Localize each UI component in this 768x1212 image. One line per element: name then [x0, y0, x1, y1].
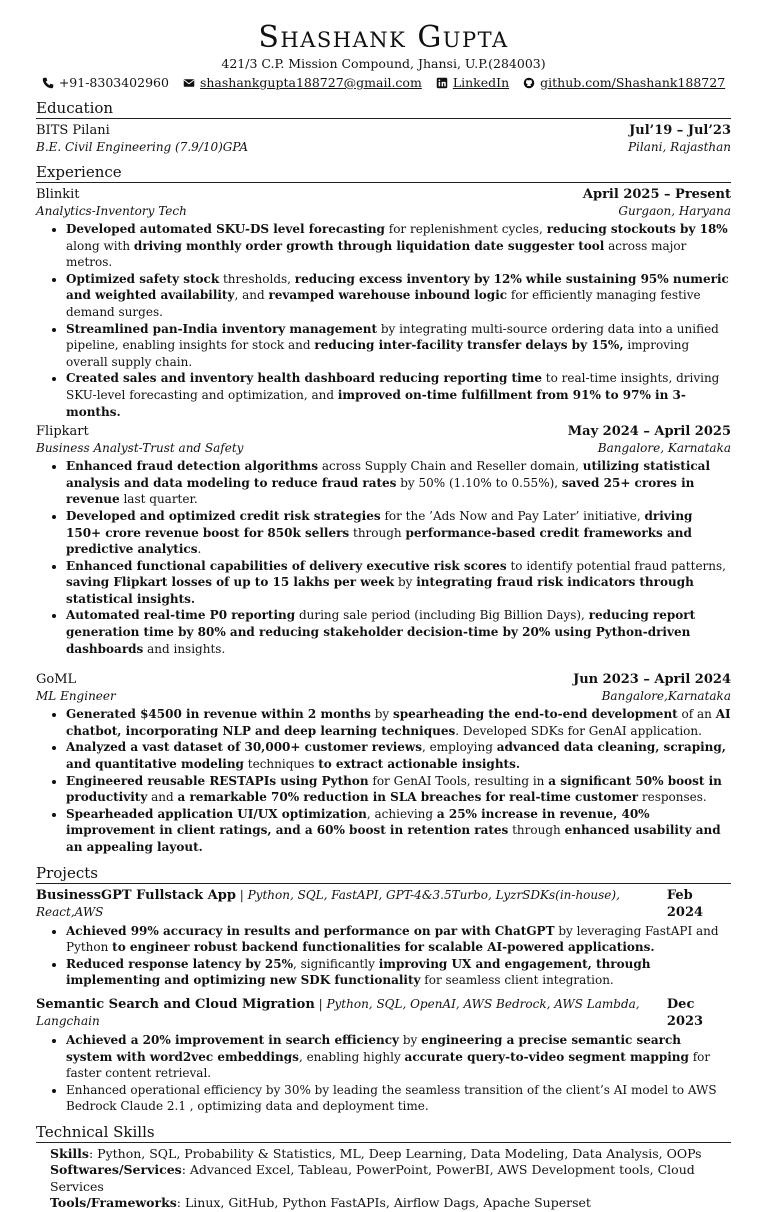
project-date: Dec 2023 [666, 996, 704, 1029]
address: 421/3 C.P. Mission Compound, Jhansi, U.P.(284003) [221, 56, 546, 71]
skills-block [36, 1146, 731, 1212]
github-link[interactable]: github.com/Shashank188727 [540, 75, 726, 90]
github-icon [523, 77, 535, 89]
project-stack: | Python, SQL, OpenAI, AWS Bedrock, AWS Lambda, Langchain [36, 996, 640, 1028]
email-contact[interactable] [183, 75, 422, 91]
linkedin-link[interactable]: LinkedIn [452, 75, 510, 90]
phone-contact[interactable] [42, 75, 169, 91]
bullet-list [36, 458, 731, 657]
skills-heading: Technical Skills [36, 1123, 731, 1143]
project-name: BusinessGPT Fullstack App [36, 887, 236, 903]
linkedin-icon [436, 77, 448, 89]
project-entry [36, 887, 731, 989]
skills-row [50, 1162, 731, 1195]
bullet-item: • Streamlined pan-India inventory management by integrating multi-source ordering data into a unified pipeline, enabling insights for stock and reducing inter-facility transfer delays by 15%, improving overall supply chain. [66, 321, 731, 371]
project-name: Semantic Search and Cloud Migration [36, 996, 315, 1012]
company-name: Flipkart [36, 424, 89, 440]
job-location: Gurgaon, Haryana [618, 204, 731, 218]
github-contact[interactable] [523, 75, 725, 91]
education-heading: Education [36, 99, 731, 119]
bullet-item: • Generated $4500 in revenue within 2 months by spearheading the end-to-end development of an AI chatbot, incorporating NLP and deep learning techniques. Developed SDKs for GenAI application. [66, 706, 731, 739]
bullet-item: • Enhanced functional capabilities of delivery executive risk scores to identify potential fraud patterns, saving Flipkart losses of up to 15 lakhs per week by integrating fraud risk indicators through statistical insights. [66, 558, 731, 608]
projects-heading: Projects [36, 864, 731, 884]
job-location: Bangalore,Karnataka [601, 689, 731, 704]
skills-label: Tools/Frameworks [50, 1195, 177, 1211]
bullet-list [36, 923, 731, 989]
bullet-item: • Reduced response latency by 25%, significantly improving UX and engagement, through implementing and optimizing new SDK functionality for seamless client integration. [66, 956, 731, 989]
email-link[interactable]: shashankgupta188727@gmail.com [199, 75, 422, 90]
job-entry [36, 423, 731, 657]
skills-value: : Python, SQL, Probability & Statistics, ML, Deep Learning, Data Modeling, Data Analysis, OOPs [88, 1145, 702, 1161]
project-entry [36, 996, 731, 1115]
bullet-list [36, 706, 731, 855]
job-dates: April 2025 – Present [582, 187, 731, 202]
company-name: GoML [36, 672, 77, 688]
bullet-list [36, 1032, 731, 1115]
contact-row [36, 75, 731, 91]
bullet-item: • Spearheaded application UI/UX optimization, achieving a 25% increase in revenue, 40% improvement in client ratings, and a 60% boost in retention rates through enhanced usability and an appealing layout. [66, 806, 731, 856]
company-name: Blinkit [36, 187, 80, 202]
bullet-item: • Optimized safety stock thresholds, reducing excess inventory by 12% while sustaining 95% numeric and weighted availability, and revamped warehouse inbound logic for efficiently managing festive demand surges. [66, 271, 731, 321]
resume-page [36, 20, 731, 1212]
skills-label: Softwares/Services [50, 1162, 182, 1178]
bullet-item: • Automated real-time P0 reporting during sale period (including Big Billion Days), reducing report generation time by 80% and reducing stakeholder decision-time by 20% using Python-driven dashboards and insights. [66, 607, 731, 657]
skills-row [50, 1146, 731, 1163]
job-entry [36, 671, 731, 855]
project-stack: | Python, SQL, FastAPI, GPT-4&3.5Turbo, LyzrSDKs(in-house), React,AWS [36, 887, 620, 919]
project-date: Feb 2024 [666, 887, 704, 920]
candidate-name: Shashank Gupta [258, 20, 509, 55]
experience-heading: Experience [36, 163, 731, 183]
education-entry [36, 122, 731, 155]
bullet-item: • Enhanced fraud detection algorithms across Supply Chain and Reseller domain, utilizing statistical analysis and data modeling to reduce fraud rates by 50% (1.10% to 0.55%), saved 25+ crores in revenue last quarter. [66, 458, 731, 508]
bullet-item: • Created sales and inventory health dashboard reducing reporting time to real-time insights, driving SKU-level forecasting and optimization, and improved on-time fulfillment from 91% to 97% in 3-months. [66, 370, 731, 420]
envelope-icon [183, 77, 195, 89]
skills-value: : Linux, GitHub, Python FastAPIs, Airflow Dags, Apache Superset [176, 1195, 591, 1211]
job-dates: May 2024 – April 2025 [567, 424, 731, 440]
job-location: Bangalore, Karnataka [597, 441, 731, 456]
education-dates: Jul’19 – Jul’23 [629, 123, 731, 138]
education-location: Pilani, Rajasthan [627, 140, 731, 154]
job-dates: Jun 2023 – April 2024 [573, 672, 731, 688]
bullet-item: • Enhanced operational efficiency by 30% by leading the seamless transition of the client’s AI model to AWS Bedrock Claude 2.1 , optimizing data and deployment time. [66, 1082, 731, 1115]
bullet-item: • Engineered reusable RESTAPIs using Python for GenAI Tools, resulting in a significant 50% boost in productivity and a remarkable 70% reduction in SLA breaches for real-time customer responses. [66, 773, 731, 806]
bullet-item: • Analyzed a vast dataset of 30,000+ customer reviews, employing advanced data cleaning, scraping, and quantitative modeling techniques to extract actionable insights. [66, 739, 731, 772]
job-entry [36, 186, 731, 420]
bullet-list [36, 221, 731, 420]
skills-value: : Advanced Excel, Tableau, PowerPoint, PowerBI, AWS Development tools, Cloud Services [50, 1162, 695, 1194]
linkedin-contact[interactable] [436, 75, 509, 91]
school-name: BITS Pilani [36, 123, 110, 138]
bullet-item: • Achieved a 20% improvement in search efficiency by engineering a precise semantic search system with word2vec embeddings, enabling highly accurate query-to-video segment mapping for faster content retrieval. [66, 1032, 731, 1082]
job-role: Business Analyst-Trust and Safety [36, 441, 244, 456]
bullet-item: • Achieved 99% accuracy in results and performance on par with ChatGPT by leveraging FastAPI and Python to engineer robust backend functionalities for scalable AI-powered applications. [66, 923, 731, 956]
bullet-item: • Developed and optimized credit risk strategies for the ’Ads Now and Pay Later’ initiative, driving 150+ crore revenue boost for 850k sellers through performance-based credit frameworks and predictive analytics. [66, 508, 731, 558]
phone-number: +91-8303402960 [58, 75, 169, 90]
bullet-item: • Developed automated SKU-DS level forecasting for replenishment cycles, reducing stockouts by 18% along with driving monthly order growth through liquidation date suggester tool across major metros. [66, 221, 731, 271]
job-role: Analytics-Inventory Tech [36, 204, 187, 218]
degree: B.E. Civil Engineering (7.9/10)GPA [36, 140, 249, 154]
job-role: ML Engineer [36, 689, 116, 704]
skills-row [50, 1195, 731, 1212]
skills-label: Skills [50, 1145, 89, 1161]
phone-icon [42, 77, 54, 89]
